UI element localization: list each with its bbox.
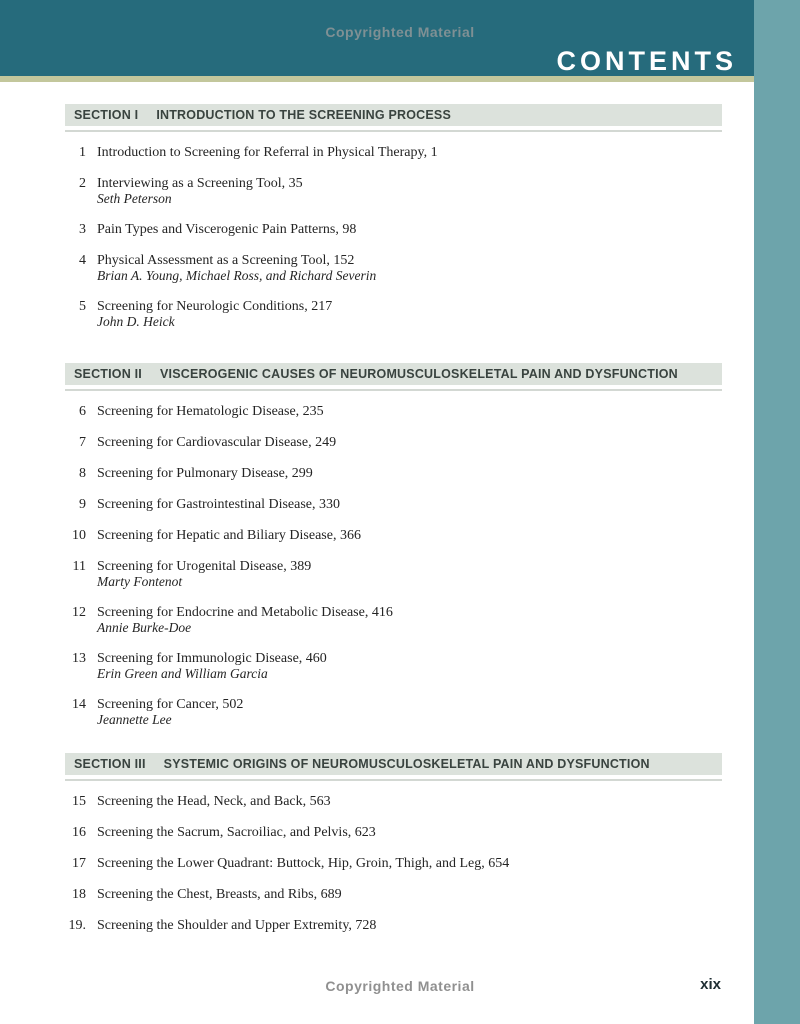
copyright-notice-bottom: Copyrighted Material	[325, 978, 475, 994]
chapter-authors: Jeannette Lee	[97, 712, 172, 727]
chapter-number: 9	[79, 497, 86, 512]
chapter-body	[97, 435, 722, 450]
section-title: INTRODUCTION TO THE SCREENING PROCESS	[156, 108, 452, 122]
chapter-number: 2	[79, 176, 86, 191]
chapter-body	[97, 222, 722, 237]
chapter-title: Interviewing as a Screening Tool, 35	[97, 176, 303, 191]
chapter-body	[97, 605, 722, 635]
chapter-body	[97, 497, 722, 512]
chapter-body	[97, 559, 722, 589]
chapter-entry	[65, 651, 722, 681]
chapter-title: Introduction to Screening for Referral in Physical Therapy, 1	[97, 145, 438, 160]
chapter-title: Screening for Immunologic Disease, 460	[97, 651, 327, 666]
toc-content	[65, 82, 722, 949]
chapter-body	[97, 466, 722, 481]
chapter-body	[97, 528, 722, 543]
chapter-title: Pain Types and Viscerogenic Pain Patterns, 98	[97, 222, 357, 237]
section-header	[65, 104, 722, 126]
chapter-number: 6	[79, 404, 86, 419]
chapter-number: 19.	[68, 918, 86, 933]
chapter-number: 8	[79, 466, 86, 481]
chapter-title: Screening the Chest, Breasts, and Ribs, 689	[97, 887, 342, 902]
chapter-entry	[65, 299, 722, 329]
chapter-body	[97, 145, 722, 160]
chapter-title: Screening the Head, Neck, and Back, 563	[97, 794, 331, 809]
chapter-number: 10	[72, 528, 86, 543]
chapter-entry	[65, 528, 722, 543]
chapter-authors: John D. Heick	[97, 314, 175, 329]
chapter-entry	[65, 253, 722, 283]
toc-section	[65, 743, 722, 949]
chapter-number: 15	[72, 794, 86, 809]
chapter-entry	[65, 605, 722, 635]
chapter-title: Physical Assessment as a Screening Tool, 152	[97, 253, 355, 268]
toc-section	[65, 345, 722, 743]
chapter-authors: Seth Peterson	[97, 191, 172, 206]
section-label: SECTION II	[74, 367, 142, 381]
chapter-entry	[65, 497, 722, 512]
chapter-entry	[65, 887, 722, 902]
chapter-number: 18	[72, 887, 86, 902]
chapter-number: 1	[79, 145, 86, 160]
chapter-body	[97, 404, 722, 419]
chapter-entry	[65, 918, 722, 933]
chapter-title: Screening for Pulmonary Disease, 299	[97, 466, 313, 481]
chapter-body	[97, 794, 722, 809]
toc-section	[65, 82, 722, 345]
chapter-entry	[65, 697, 722, 727]
chapter-entry	[65, 794, 722, 809]
chapter-title: Screening for Neurologic Conditions, 217	[97, 299, 333, 314]
chapter-authors: Brian A. Young, Michael Ross, and Richard Severin	[97, 268, 377, 283]
chapter-body	[97, 176, 722, 206]
chapter-body	[97, 856, 722, 871]
section-header	[65, 753, 722, 775]
section-label: SECTION I	[74, 108, 139, 122]
chapter-title: Screening for Hepatic and Biliary Disease, 366	[97, 528, 361, 543]
chapter-number: 17	[72, 856, 86, 871]
chapter-entry	[65, 435, 722, 450]
chapter-number: 11	[72, 559, 86, 574]
chapter-entry	[65, 222, 722, 237]
chapter-title: Screening for Cardiovascular Disease, 249	[97, 435, 337, 450]
copyright-notice-top: Copyrighted Material	[325, 24, 475, 40]
section-rule	[65, 130, 722, 132]
section-header	[65, 363, 722, 385]
chapter-body	[97, 697, 722, 727]
chapter-body	[97, 299, 722, 329]
chapter-number: 14	[72, 697, 86, 712]
section-label: SECTION III	[74, 757, 146, 771]
section-rule	[65, 779, 722, 781]
chapter-title: Screening for Hematologic Disease, 235	[97, 404, 324, 419]
chapter-entry	[65, 825, 722, 840]
chapter-title: Screening the Lower Quadrant: Buttock, Hip, Groin, Thigh, and Leg, 654	[97, 856, 510, 871]
chapter-title: Screening for Cancer, 502	[97, 697, 244, 712]
side-strip	[754, 0, 800, 1024]
chapter-title: Screening for Urogenital Disease, 389	[97, 559, 312, 574]
section-rule	[65, 389, 722, 391]
chapter-entry	[65, 466, 722, 481]
chapter-entry	[65, 559, 722, 589]
chapter-entry	[65, 176, 722, 206]
chapter-number: 7	[79, 435, 86, 450]
chapter-title: Screening for Gastrointestinal Disease, 330	[97, 497, 340, 512]
section-title: SYSTEMIC ORIGINS OF NEUROMUSCULOSKELETAL PAIN AND DYSFUNCTION	[163, 757, 650, 771]
chapter-entry	[65, 856, 722, 871]
section-title: VISCEROGENIC CAUSES OF NEUROMUSCULOSKELETAL PAIN AND DYSFUNCTION	[159, 367, 678, 381]
chapter-entry	[65, 145, 722, 160]
chapter-authors: Annie Burke-Doe	[97, 620, 192, 635]
header-band	[0, 0, 754, 76]
chapter-number: 16	[72, 825, 86, 840]
chapter-title: Screening the Shoulder and Upper Extremity, 728	[97, 918, 377, 933]
chapter-authors: Marty Fontenot	[97, 574, 183, 589]
chapter-body	[97, 651, 722, 681]
chapter-body	[97, 253, 722, 283]
chapter-body	[97, 825, 722, 840]
chapter-title: Screening the Sacrum, Sacroiliac, and Pelvis, 623	[97, 825, 376, 840]
chapter-entry	[65, 404, 722, 419]
chapter-number: 4	[79, 253, 86, 268]
chapter-number: 13	[72, 651, 86, 666]
chapter-body	[97, 887, 722, 902]
chapter-body	[97, 918, 722, 933]
contents-title: CONTENTS	[556, 46, 737, 76]
chapter-number: 5	[79, 299, 86, 314]
page-number: xix	[700, 976, 721, 993]
chapter-title: Screening for Endocrine and Metabolic Disease, 416	[97, 605, 393, 620]
page-footer	[0, 972, 800, 1002]
chapter-authors: Erin Green and William Garcia	[97, 666, 268, 681]
chapter-number: 3	[79, 222, 86, 237]
chapter-number: 12	[72, 605, 86, 620]
